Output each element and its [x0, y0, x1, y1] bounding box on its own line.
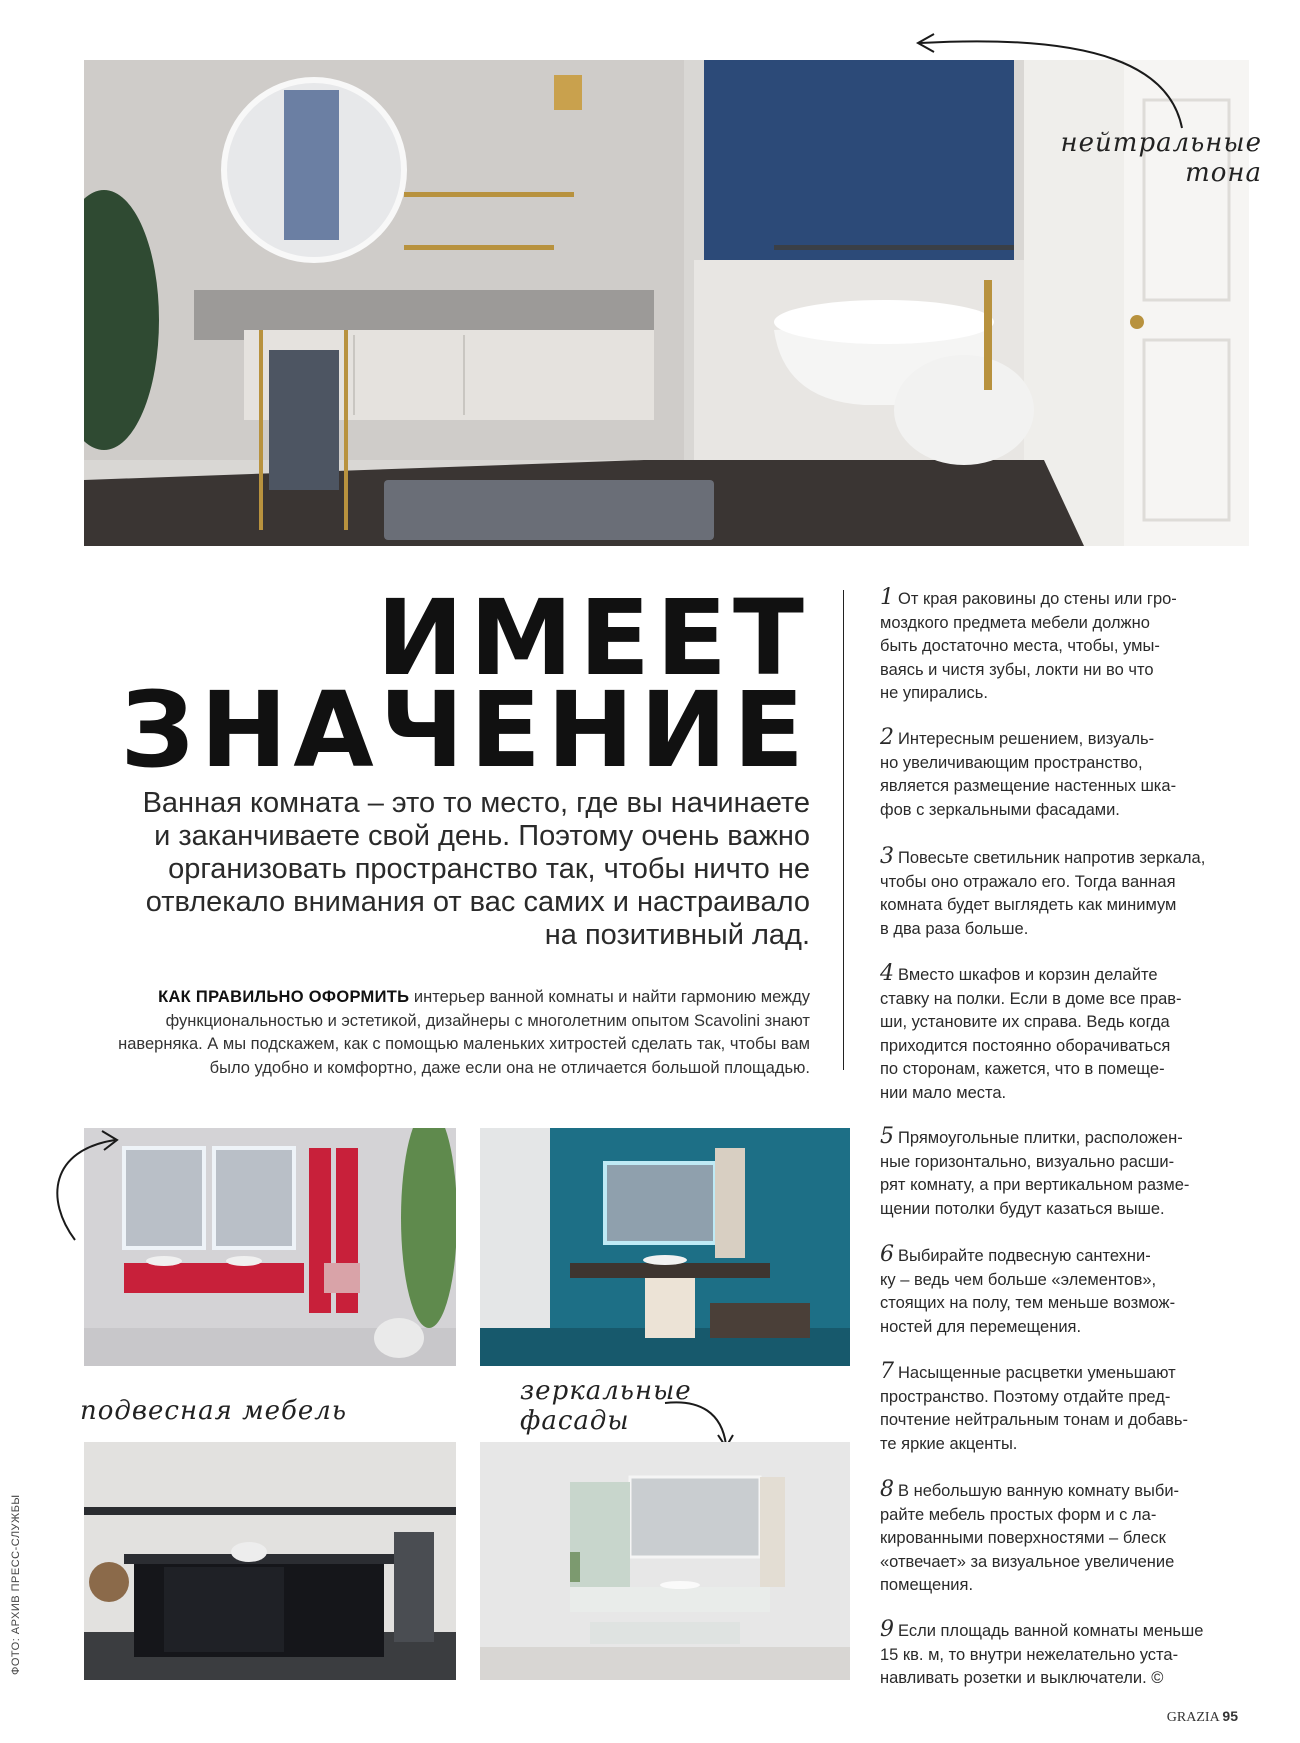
tip-text: Вместо шкафов и корзин делайте ставку на полки. Если в доме все прав- ши, установите их справа. Ведь когда приходится постоянно оборачиваться по сторонам, кажется, что в помеще- нии мало места. [880, 966, 1182, 1102]
tip-item [880, 726, 1230, 822]
photo-teal-bathroom [480, 1128, 850, 1366]
tip-text: В небольшую ванную комнату выби- райте мебель простых форм и с ла- кированными поверхностями – блеск «отвечает» за визуальное увеличение помещения. [880, 1482, 1180, 1594]
tip-text: Интересным решением, визуаль- но увеличивающим пространство, является размещение настенных шка- фов с зеркальными фасадами. [880, 730, 1177, 819]
tip-text: Повесьте светильник напротив зеркала, чтобы оно отражало его. Тогда ванная комната будет выглядеть как минимум в два раза больше. [880, 849, 1206, 938]
tip-item [880, 962, 1230, 1105]
caption-mirrored-fronts: зеркальные фасады [520, 1376, 692, 1436]
tip-item [880, 1243, 1230, 1339]
photo-credit: ФОТО: АРХИВ ПРЕСС-СЛУЖБЫ [10, 1494, 22, 1675]
tip-number: 4 [880, 961, 894, 986]
tip-number: 2 [880, 725, 894, 750]
tip-text: Насыщенные расцветки уменьшают пространство. Поэтому отдайте пред- почтение нейтральным тонам и добавь- те яркие акценты. [880, 1364, 1188, 1453]
column-divider [843, 590, 844, 1070]
curved-arrow-icon [900, 28, 1200, 138]
tip-number: 8 [880, 1477, 894, 1502]
tip-text: От края раковины до стены или гро- моздкого предмета мебели должно быть достаточно места, чтобы, умы- ваясь и чистя зубы, локти ни во что не упирались. [880, 590, 1177, 702]
magazine-name: GRAZIA [1166, 1710, 1219, 1725]
photo-mirrored-vanity [480, 1442, 850, 1680]
caption-suspended-furniture: подвесная мебель [80, 1396, 347, 1426]
tip-text: Прямоугольные плитки, расположен- ные горизонтально, визуально расши- рят комнату, а при вертикальном разме- щении потолки будут казаться выше. [880, 1129, 1190, 1218]
intro-body: интерьер ванной комнаты и найти гармонию между функциональностью и эстетикой, дизайнеры с многолетним опытом Scavolini знают наверняка. А мы подскажем, как с помощью маленьких хитростей сделать так, чтобы вам было удобно и комфортно, даже если она не отличается большой площадью. [118, 988, 810, 1077]
headline-line-2: ЗНАЧЕНИЕ [120, 669, 810, 791]
curved-arrow-icon [40, 1090, 130, 1250]
tip-number: 9 [880, 1617, 894, 1642]
headline-line-1: ИМЕЕТ [376, 577, 810, 699]
caption-neutral-tones: нейтральные тона [1060, 128, 1262, 188]
page-number: 95 [1222, 1708, 1238, 1724]
tip-text: Выбирайте подвесную сантехни- ку – ведь чем больше «элементов», стоящих на полу, тем меньше возмож- ностей для перемещения. [880, 1247, 1176, 1336]
intro-paragraph [90, 986, 810, 1080]
intro-lead-in: КАК ПРАВИЛЬНО ОФОРМИТЬ [158, 988, 410, 1006]
tip-number: 6 [880, 1242, 894, 1267]
photo-red-suspended-vanity [84, 1128, 456, 1366]
tip-number: 7 [880, 1359, 894, 1384]
tip-number: 1 [880, 585, 894, 610]
photo-dark-vanity [84, 1442, 456, 1680]
tip-number: 5 [880, 1124, 894, 1149]
tip-item [880, 1125, 1230, 1221]
tip-text: Если площадь ванной комнаты меньше 15 кв. м, то внутри нежелательно уста- навливать розетки и выключатели. © [880, 1622, 1204, 1687]
tip-number: 3 [880, 844, 894, 869]
tip-item [880, 586, 1230, 706]
lead-paragraph: Ванная комната – это то место, где вы начинаете и заканчиваете свой день. Поэтому очень важно организовать пространство так, чтобы ничто не отвлекало внимания от вас самих и настраивало на позитивный лад. [142, 787, 810, 951]
tip-item [880, 1360, 1230, 1456]
tip-item [880, 1618, 1230, 1691]
tip-item [880, 1478, 1230, 1598]
page-folio [1167, 1708, 1238, 1726]
tip-item [880, 845, 1230, 941]
